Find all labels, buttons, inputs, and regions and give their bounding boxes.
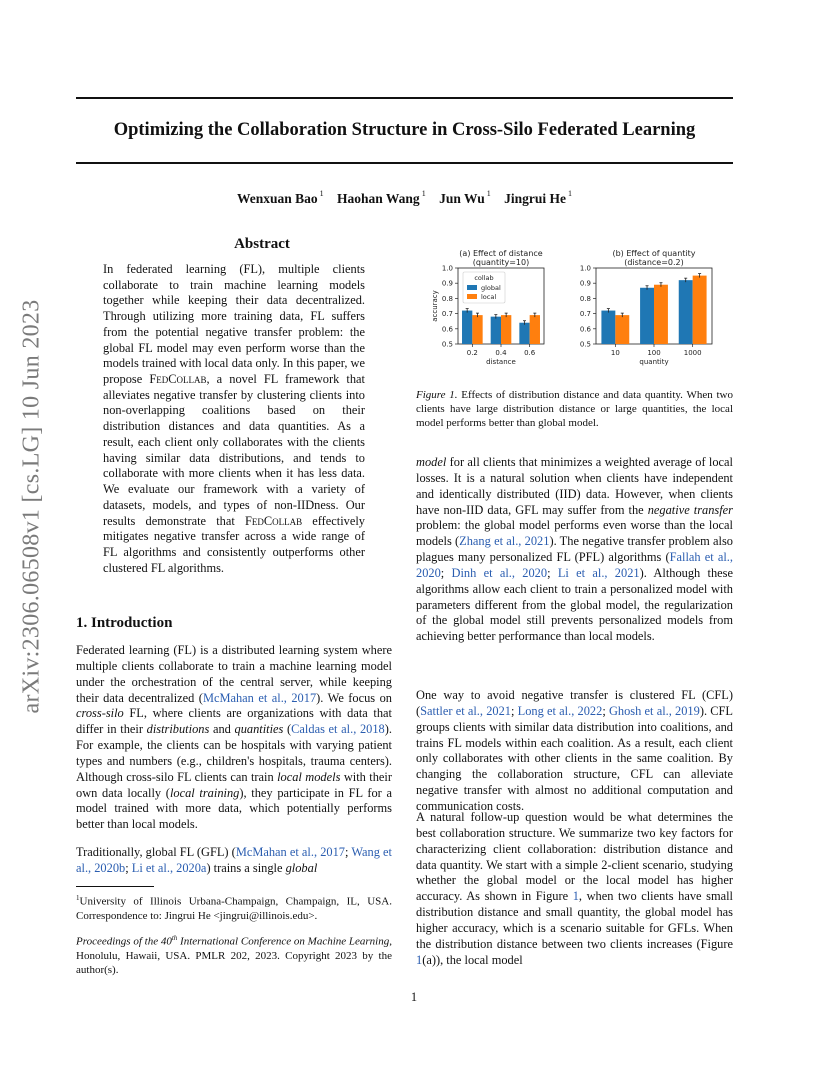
abstract-body: In federated learning (FL), multiple clients collaborate to train machine learning models together while keeping their data decentralized. Through utilizing more training data, FL suffers from the potential negative transfer problem: the global FL model may even perform worse than the models trained with local data only. In this paper, we propose FedCollab, a novel FL framework that alleviates negative transfer by clustering clients into non-overlapping coalitions based on their distribution distances and data quantities. As a result, each client only collaborates with the clients having similar data distributions, and tends to collaborate with more clients when it has less data. We evaluate our framework with a variety of datasets, models, and types of non-IIDness. Our results demonstrate that FedCollab effectively mitigates negative transfer across a wide range of FL algorithms and consistently outperforms other clustered FL algorithms. [103, 262, 366, 575]
legend-swatch-local [467, 294, 477, 299]
x-axis-label: distance [486, 358, 516, 366]
x-tick-label: 10 [610, 349, 620, 357]
bar-global [462, 311, 472, 344]
bar-local [693, 276, 707, 344]
citation-link[interactable]: Li et al., 2021 [557, 565, 640, 580]
author-affiliation-mark: 1 [319, 189, 324, 198]
chart-title: (quantity=10) [472, 258, 530, 267]
right-paragraph-2: One way to avoid negative transfer is clustered FL (CFL) (Sattler et al., 2021; Long et al., 2022; Ghosh et al., 2019). CFL groups clients with similar data distribution into coalitions, and trains FL models within each coalition. As a result, each client only collaborates with other clients in the same coalition. By changing the collaboration structure, CFL can alleviate negative transfer with almost no additional computation and communication costs. [416, 688, 733, 813]
bar-global [519, 323, 529, 344]
author-name: Haohan Wang [337, 191, 420, 206]
bar-global [679, 280, 693, 344]
y-tick-label: 1.0 [579, 264, 591, 273]
chart-title: (a) Effect of distance [459, 249, 543, 258]
legend-swatch-global [467, 285, 477, 290]
y-tick-label: 0.6 [579, 325, 591, 334]
figure-reference-link[interactable]: 1 [572, 889, 579, 904]
x-tick-label: 100 [647, 349, 661, 357]
method-name: FedCollab [244, 513, 303, 528]
citation-link[interactable]: Long et al., 2022 [517, 703, 603, 718]
author-affiliation-mark: 1 [568, 189, 572, 198]
figure-1-chart [416, 244, 716, 374]
y-tick-label: 0.5 [579, 340, 591, 349]
bar-global [640, 288, 654, 344]
intro-paragraph-2: Traditionally, global FL (GFL) (McMahan et al., 2017; Wang et al., 2020b; Li et al., 2020a) trains a single global [76, 845, 393, 875]
citation-link[interactable]: Dinh et al., 2020 [451, 565, 548, 580]
author-list [76, 191, 733, 207]
author-affiliation-mark: 1 [421, 189, 426, 198]
right-paragraph-3: A natural follow-up question would be what determines the best collaboration structure. We summarize two key factors for characterizing client collaboration: distribution distance and data quantity. We start with a simple 2-client scenario, studying whether the global model or the local model has higher accuracy. As shown in Figure 1, when two clients have small distribution distance and small quantity, the global model has higher accuracy, which is a scenario suitable for GFLs. When the distribution distance between two clients increases (Figure 1(a)), the local model [416, 810, 733, 967]
y-tick-label: 0.5 [441, 340, 453, 349]
y-axis-label: accuracy [431, 290, 439, 322]
author-name: Jun Wu [439, 191, 485, 206]
citation-link[interactable]: McMahan et al., 2017 [235, 845, 345, 859]
intro-paragraph-1: Federated learning (FL) is a distributed learning system where multiple clients collaborate to train a machine learning model under the orchestration of the central server, while keeping their data decentralized (McMahan et al., 2017). We focus on cross-silo FL, where clients are organizations with data that differ in their distributions and quantities (Caldas et al., 2018). For example, the clients can be hospitals with varying patient types and numbers (e.g., children's hospitals, trauma centers). Although cross-silo FL clients can train local models with their own data locally (local training), they participate in FL for a model trained with more data, which potentially performs better than local models. [76, 643, 392, 832]
title-rule-bottom [76, 162, 733, 164]
figure-caption: Figure 1. Effects of distribution distance and data quantity. When two clients have large distribution distance or large quantities, the local model performs better than global model. [416, 389, 733, 429]
bar-local [615, 315, 629, 344]
y-tick-label: 0.9 [579, 279, 591, 288]
legend-title: collab [474, 274, 494, 282]
bar-local [472, 315, 482, 344]
x-tick-label: 1000 [683, 349, 702, 357]
bar-local [654, 285, 668, 344]
x-tick-label: 0.6 [524, 349, 536, 357]
x-tick-label: 0.2 [466, 349, 478, 357]
footnote-affiliation: $^1$University of Illinois Urbana-Champaign, Champaign, IL, USA. Correspondence to: Jingrui He <jingrui@illinois.edu>. [76, 894, 392, 922]
citation-link[interactable]: Zhang et al., 2021 [459, 534, 550, 549]
chart-title: (b) Effect of quantity [612, 249, 696, 258]
legend-label: local [481, 293, 497, 301]
footnote-proceedings: Proceedings of the 40th International Conference on Machine Learning, Honolulu, Hawaii, USA. PMLR 202, 2023. Copyright 2023 by the author(s). [76, 934, 392, 976]
footnote-rule [76, 886, 154, 887]
citation-link[interactable]: Caldas et al., 2018 [291, 722, 385, 737]
arxiv-side-stamp: arXiv:2306.06508v1 [cs.LG] 10 Jun 2023 [18, 299, 45, 714]
title-rule-top [76, 97, 733, 99]
figure-1 [416, 244, 716, 374]
citation-link[interactable]: Li et al., 2020a [131, 860, 207, 875]
figure-reference-link[interactable]: 1 [416, 952, 423, 967]
bar-local [530, 315, 540, 344]
author-name: Jingrui He [504, 191, 566, 206]
chart-title: (distance=0.2) [624, 258, 684, 267]
y-tick-label: 0.7 [579, 310, 591, 319]
legend-label: global [481, 284, 501, 292]
y-tick-label: 0.8 [579, 294, 591, 303]
citation-link[interactable]: Sattler et al., 2021 [420, 703, 511, 718]
method-name: FedCollab [149, 372, 207, 387]
y-tick-label: 1.0 [441, 264, 453, 273]
citation-link[interactable]: McMahan et al., 2017 [202, 690, 317, 705]
citation-link[interactable]: Fallah et al., 2020 [416, 550, 733, 580]
citation-link[interactable]: Wang et al., 2020b [76, 845, 393, 875]
y-tick-label: 0.7 [441, 310, 453, 319]
y-tick-label: 0.8 [441, 294, 453, 303]
abstract-heading: Abstract [234, 236, 290, 252]
x-tick-label: 0.4 [495, 349, 507, 357]
bar-global [601, 311, 615, 344]
y-tick-label: 0.9 [441, 279, 453, 288]
author-name: Wenxuan Bao [236, 191, 318, 206]
x-axis-label: quantity [639, 358, 669, 366]
section-heading: 1. Introduction [76, 615, 173, 631]
bar-global [491, 317, 501, 344]
y-tick-label: 0.6 [441, 325, 453, 334]
bar-local [501, 315, 511, 344]
author-affiliation-mark: 1 [486, 189, 491, 198]
page-number: 1 [410, 990, 418, 1004]
paper-title: Optimizing the Collaboration Structure in Cross-Silo Federated Learning [113, 120, 696, 140]
citation-link[interactable]: Ghosh et al., 2019 [608, 703, 700, 718]
right-paragraph-1: model for all clients that minimizes a weighted average of local losses. It is a natural solution when clients have independent and identically distributed (IID) data. However, when clients have non-IID data, GFL may suffer from the negative transfer problem: the global model performs even worse than the local models (Zhang et al., 2021). The negative transfer problem also plagues many personalized FL (PFL) algorithms (Fallah et al., 2020; Dinh et al., 2020; Li et al., 2021). Although these algorithms allow each client to train a personalized model with parameters different from the global model, the regularization of the global model still prevents personalized models from achieving better performance than local models. [416, 455, 733, 644]
